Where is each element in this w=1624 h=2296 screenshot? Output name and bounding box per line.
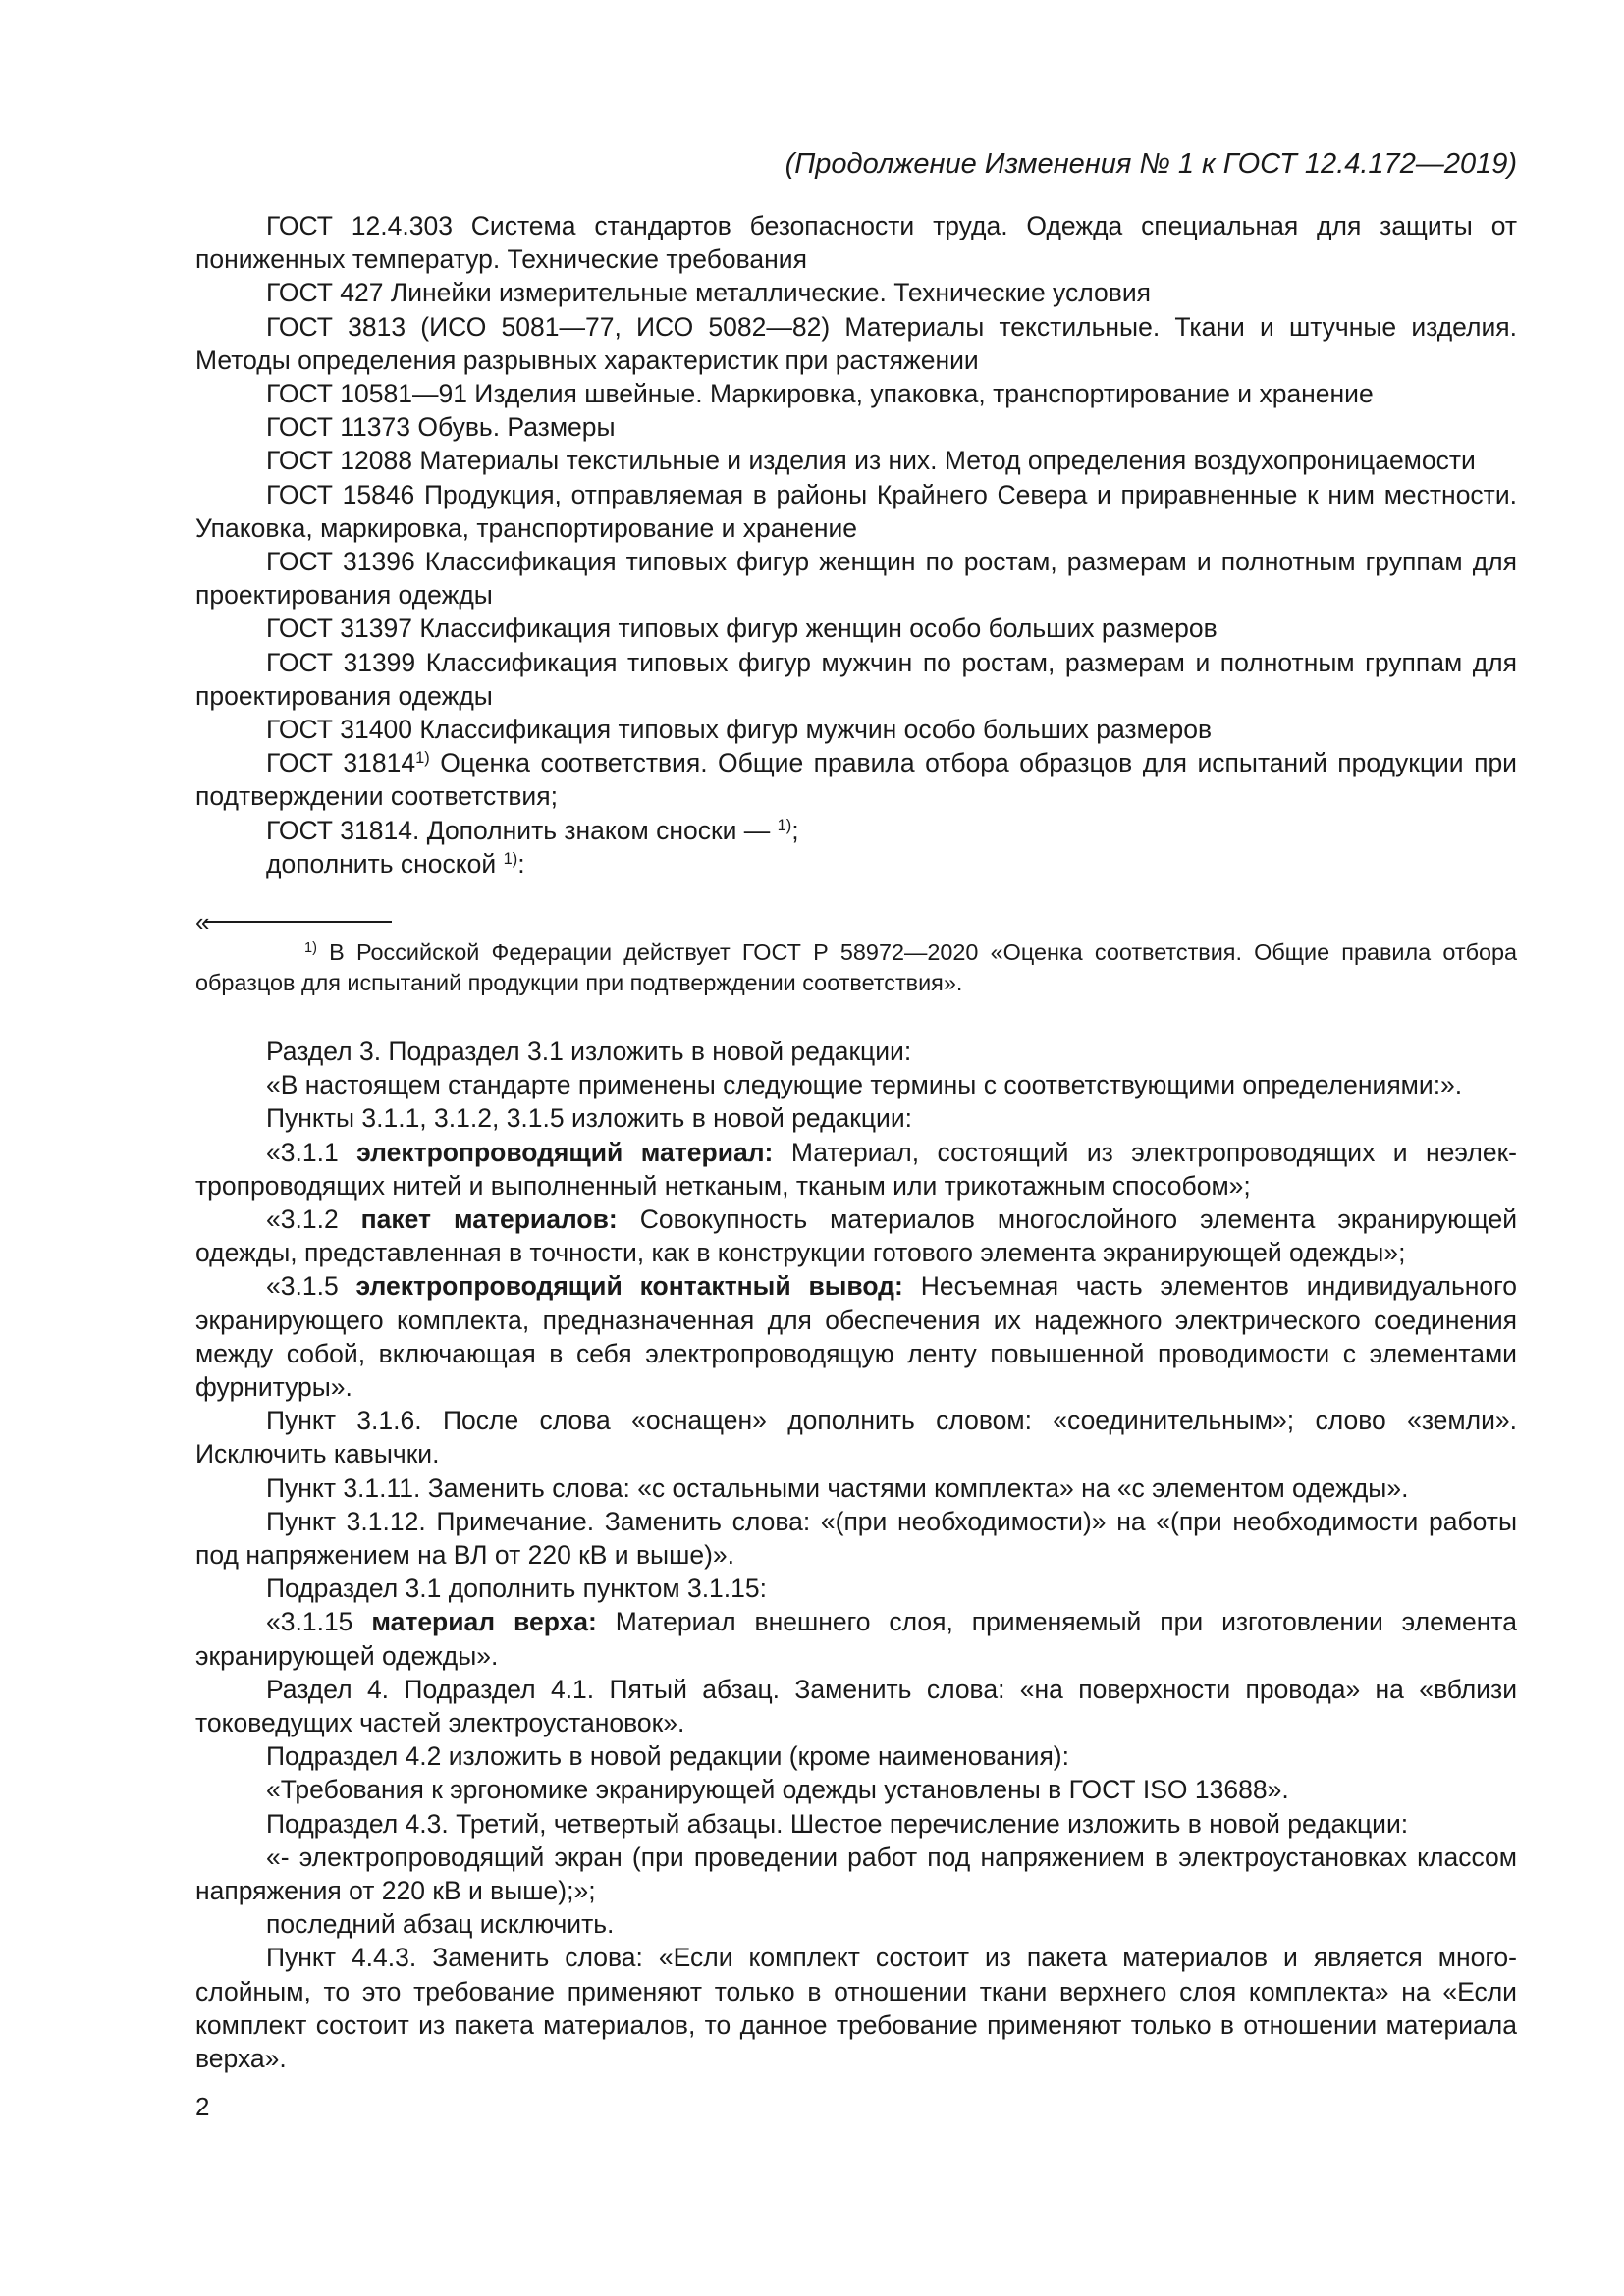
amendments-body	[195, 1035, 1517, 2075]
ref-gost-3813: ГОСТ 3813 (ИСО 5081—77, ИСО 5082—82) Материалы текстильные. Ткани и штучные изделия. Методы определения разрывных характеристик при растяжении	[195, 311, 1517, 375]
footnote-open-quote: «	[195, 907, 210, 936]
ref-code: ГОСТ 31814	[266, 748, 416, 778]
term-name: пакет материалов:	[360, 1204, 618, 1235]
ref-gost-31396: ГОСТ 31396 Классификация типовых фигур женщин по ростам, размерам и полнотным группам для проектирования одежды	[195, 547, 1517, 611]
ref-gost-31400: ГОСТ 31400 Классификация типовых фигур мужчин особо больших размеров	[266, 715, 1213, 745]
ref-gost-31399: ГОСТ 31399 Классификация типовых фигур мужчин по ростам, размерам и полнотным группам для проектирования одежды	[195, 647, 1517, 711]
add-footnote-mark-instruction	[195, 814, 1517, 847]
instruction-text: ГОСТ 31814. Дополнить знаком сноски —	[266, 815, 778, 845]
section-4-3-item: «- электропроводящий экран (при проведении работ под напряжением в электроустановках классом напряжения от 220 кВ и выше);»;	[195, 1842, 1517, 1906]
section-3-intro: Раздел 3. Подраздел 3.1 изложить в новой редакции:	[266, 1037, 912, 1066]
add-footnote-instruction	[195, 847, 1517, 881]
term-name: материал верха:	[371, 1607, 597, 1637]
item-3-1-6: Пункт 3.1.6. После слова «оснащен» дополнить словом: «соединительным»; слово «земли». Исключить кавычки.	[195, 1406, 1517, 1469]
term-name: электропроводящий контактный вывод:	[355, 1271, 903, 1302]
term-definition: Несъемная часть элементов индивидуального экранирующего комплекта, предназначенная для обеспечения их надежного электрического соединения между собой, включающая в себя электропроводящую ленту повышенной проводимости с элементами фурнитуры».	[195, 1271, 1517, 1403]
item-3-1-15-intro: Подраздел 3.1 дополнить пунктом 3.1.15:	[266, 1574, 767, 1604]
ref-gost-12-4-303: ГОСТ 12.4.303 Система стандартов безопасности труда. Одежда специальная для защиты от пониженных температур. Технические требования	[195, 211, 1517, 275]
ref-title: Оценка соответствия. Общие правила отбора образцов для испытаний продукции при подтверждении соответствия;	[195, 748, 1517, 812]
footnote-body: В Российской Федерации действует ГОСТ Р 58972—2020 «Оценка соответствия. Общие правила отбора образцов для испытаний продукции при подтверждении соответствия».	[195, 939, 1517, 995]
term-definition: Материал внешнего слоя, применяемый при изготовлении элемента экранирующей одежды».	[195, 1607, 1517, 1671]
term-3-1-1: «3.1.1 электропроводящий материал: Материал, состоящий из электропроводящих и неэлектропроводящих нитей и выполненный нетканым, тканым или трикотажным способом»;	[195, 1137, 1517, 1201]
page-number: 2	[195, 2092, 210, 2121]
term-definition: Материал, состоящий из электропроводящих и неэлектропроводящих нитей и выполненный нетканым, тканым или трикотажным способом»;	[195, 1137, 1517, 1201]
footnote-text	[195, 937, 1517, 998]
ref-gost-427: ГОСТ 427 Линейки измерительные металлические. Технические условия	[266, 278, 1151, 308]
item-4-4-3: Пункт 4.4.3. Заменить слова: «Если комплект состоит из пакета материалов и является многослойным, то это требование применяют только в отношении ткани верхнего слоя комплекта» на «Если комплект состоит из пакета материалов, то данное требование применяют только в отношении материала верха».	[195, 1943, 1517, 2074]
ref-gost-12088: ГОСТ 12088 Материалы текстильные и изделия из них. Метод определения воздухопроницаемости	[266, 446, 1476, 476]
page-header: (Продолжение Изменения № 1 к ГОСТ 12.4.172—2019)	[785, 148, 1517, 180]
term-3-1-5: «3.1.5 электропроводящий контактный вывод: Несъемная часть элементов индивидуального экранирующего комплекта, предназначенная для обеспечения их надежного электрического соединения между собой, включающая в себя электропроводящую ленту повышенной проводимости с элементами фурнитуры».	[195, 1271, 1517, 1403]
footnote-rule	[205, 921, 392, 923]
ref-gost-15846: ГОСТ 15846 Продукция, отправляемая в районы Крайнего Севера и приравненные к ним местности. Упаковка, маркировка, транспортирование и хранение	[195, 479, 1517, 543]
footnote-marker: 1)	[503, 849, 518, 868]
section-3-items-intro: Пункты 3.1.1, 3.1.2, 3.1.5 изложить в новой редакции:	[266, 1103, 913, 1134]
item-3-1-12: Пункт 3.1.12. Примечание. Заменить слова: «(при необходимости)» на «(при необходимости работы под напряжением на ВЛ от 220 кВ и выше)».	[195, 1506, 1517, 1571]
ref-gost-11373: ГОСТ 11373 Обувь. Размеры	[266, 412, 616, 443]
normative-references	[195, 209, 1517, 881]
term-3-1-15: «3.1.15 материал верха: Материал внешнего слоя, применяемый при изготовлении элемента экранирующей одежды».	[195, 1607, 1517, 1671]
footnote-marker: 1)	[304, 940, 317, 957]
footnote-marker: 1)	[777, 816, 792, 834]
instruction-tail: :	[517, 848, 525, 879]
instruction-text: дополнить сноской	[266, 848, 504, 879]
section-4-2-intro: Подраздел 4.2 изложить в новой редакции (кроме наименования):	[266, 1741, 1069, 1772]
item-3-1-11: Пункт 3.1.11. Заменить слова: «с остальными частями комплекта» на «с элементом одежды».	[266, 1472, 1409, 1503]
term-3-1-2: «3.1.2 пакет материалов: Совокупность материалов многослойного элемента экранирующей одежды, представленная в точности, как в конструкции готового элемента экранирующей одежды»;	[195, 1204, 1517, 1268]
ref-gost-31814	[195, 746, 1517, 813]
instruction-tail: ;	[791, 815, 799, 845]
document-page	[195, 0, 1517, 2296]
term-definition: Совокупность материалов многослойного элемента экранирующей одежды, представленная в точности, как в конструкции готового элемента экранирующей одежды»;	[195, 1204, 1517, 1268]
term-name: электропроводящий материал:	[356, 1137, 774, 1167]
footnote-marker: 1)	[415, 749, 430, 768]
section-4-3-last: последний абзац исключить.	[266, 1909, 615, 1940]
section-4-2-text: «Требования к эргономике экранирующей одежды установлены в ГОСТ ISO 13688».	[266, 1775, 1289, 1805]
section-3-terms-lead: «В настоящем стандарте применены следующие термины с соответствующими определениями:».	[266, 1070, 1463, 1100]
ref-gost-10581: ГОСТ 10581—91 Изделия швейные. Маркировка, упаковка, транспортирование и хранение	[266, 379, 1374, 409]
section-4-3-intro: Подраздел 4.3. Третий, четвертый абзацы. Шестое перечисление изложить в новой редакции:	[266, 1808, 1409, 1839]
ref-gost-31397: ГОСТ 31397 Классификация типовых фигур женщин особо больших размеров	[266, 614, 1218, 644]
section-4-1: Раздел 4. Подраздел 4.1. Пятый абзац. Заменить слова: «на поверхности провода» на «вблизи токоведущих частей электроустановок».	[195, 1674, 1517, 1738]
